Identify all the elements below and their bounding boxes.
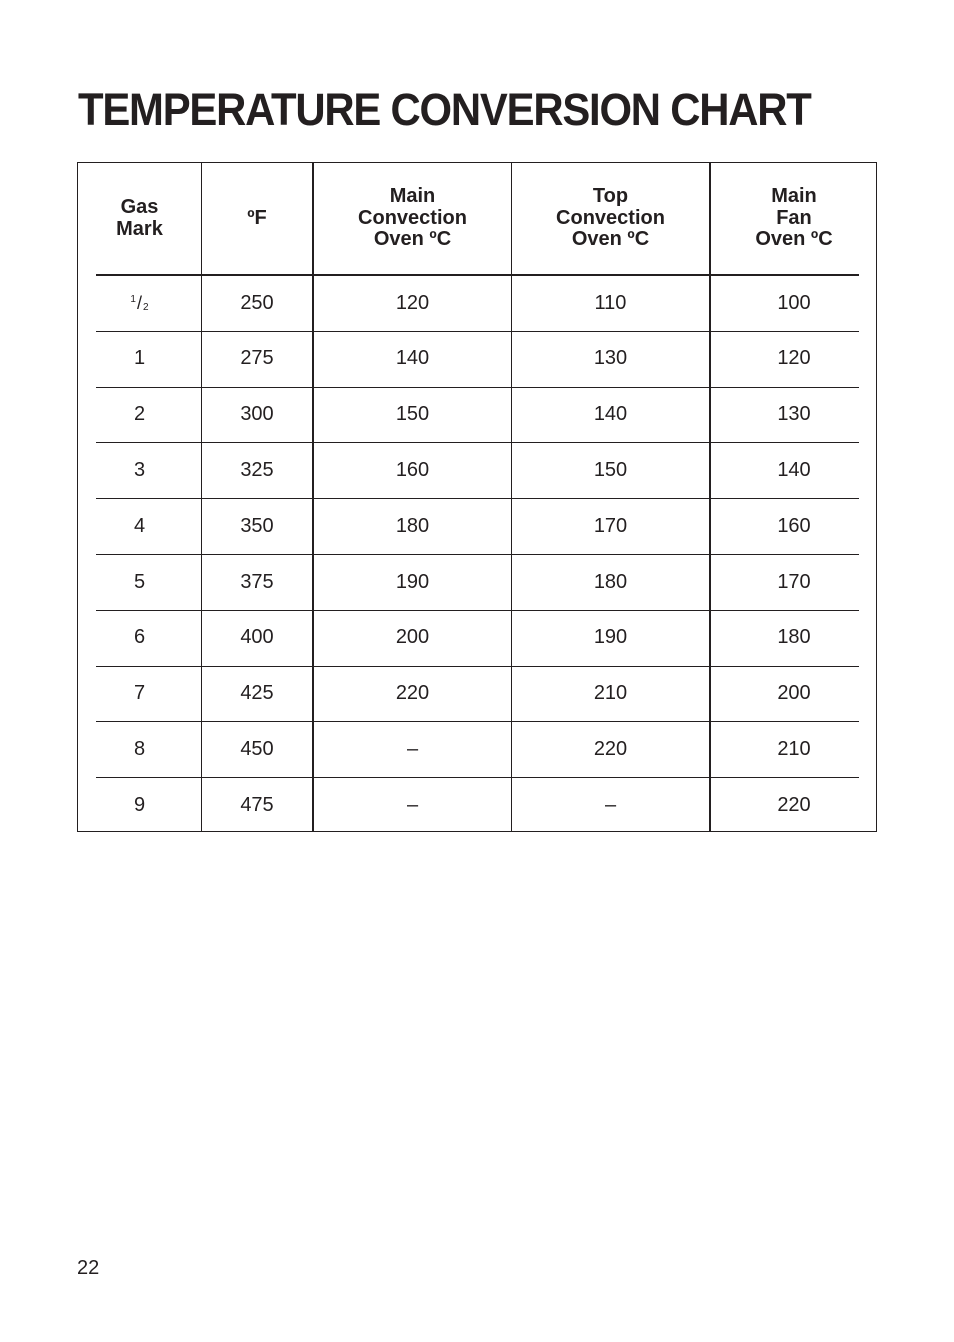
table-row: [78, 442, 876, 498]
fahrenheit-cell: 325: [240, 458, 274, 481]
main-fan-cell: 170: [777, 570, 811, 593]
gas-mark-cell: 9: [133, 793, 146, 816]
table-row: [78, 275, 876, 331]
fahrenheit-cell: 275: [240, 347, 274, 370]
top-convection-cell: 170: [593, 514, 628, 537]
header-fahrenheit: ºF: [247, 206, 267, 229]
table-row: [78, 777, 876, 833]
main-convection-cell: 180: [395, 514, 430, 537]
top-convection-cell: 210: [593, 682, 628, 705]
main-convection-cell: 190: [395, 570, 430, 593]
table-row: [78, 554, 876, 610]
main-fan-cell: 120: [777, 347, 811, 370]
main-convection-cell: 220: [395, 682, 430, 705]
header-main-convection-oven: Main Convection Oven ºC: [358, 185, 467, 251]
top-convection-cell: 190: [593, 626, 628, 649]
table-row: [78, 721, 876, 777]
main-convection-cell: –: [406, 793, 419, 816]
header-gas-mark: Gas Mark: [116, 196, 163, 240]
gas-mark-cell: 3: [133, 458, 146, 481]
main-convection-cell: 150: [395, 403, 430, 426]
main-convection-cell: 160: [395, 458, 430, 481]
fahrenheit-cell: 250: [240, 291, 274, 314]
fahrenheit-cell: 475: [240, 793, 274, 816]
page-title: TEMPERATURE CONVERSION CHART: [78, 84, 811, 135]
main-fan-cell: 210: [777, 737, 811, 760]
main-convection-cell: 200: [395, 626, 430, 649]
top-convection-cell: 180: [593, 570, 628, 593]
fahrenheit-cell: 425: [240, 682, 274, 705]
main-fan-cell: 140: [777, 458, 811, 481]
table-row: [78, 331, 876, 387]
main-fan-cell: 180: [777, 626, 811, 649]
main-convection-cell: 140: [395, 347, 430, 370]
fraction-numerator: 1: [130, 293, 136, 305]
fraction: [130, 293, 148, 314]
main-fan-cell: 130: [777, 403, 811, 426]
gas-mark-cell: [78, 275, 201, 331]
top-convection-cell: 130: [593, 347, 628, 370]
table-row: [78, 610, 876, 666]
header-main-fan-oven: Main Fan Oven ºC: [755, 185, 833, 251]
temperature-conversion-table: [77, 162, 877, 832]
fraction-slash: /: [136, 292, 142, 313]
table-row: [78, 498, 876, 554]
fahrenheit-cell: 350: [240, 514, 274, 537]
main-fan-cell: 200: [777, 682, 811, 705]
top-convection-cell: –: [604, 793, 617, 816]
gas-mark-cell: 7: [133, 682, 146, 705]
gas-mark-cell: 2: [133, 403, 146, 426]
gas-mark-cell: 8: [133, 737, 146, 760]
gas-mark-cell: 5: [133, 570, 146, 593]
top-convection-cell: 150: [593, 458, 628, 481]
fahrenheit-cell: 450: [240, 737, 274, 760]
main-convection-cell: –: [406, 737, 419, 760]
top-convection-cell: 220: [593, 737, 628, 760]
fahrenheit-cell: 400: [240, 626, 274, 649]
top-convection-cell: 140: [593, 403, 628, 426]
main-fan-cell: 160: [777, 514, 811, 537]
header-top-convection-oven: Top Convection Oven ºC: [556, 185, 665, 251]
main-fan-cell: 220: [777, 793, 811, 816]
main-convection-cell: 120: [395, 291, 430, 314]
fahrenheit-cell: 375: [240, 570, 274, 593]
top-convection-cell: 110: [594, 291, 627, 314]
gas-mark-cell: 4: [133, 514, 146, 537]
fraction-denominator: 2: [143, 301, 149, 313]
page-number: 22: [77, 1257, 100, 1279]
gas-mark-cell: 1: [133, 347, 146, 370]
gas-mark-cell: 6: [133, 626, 146, 649]
main-fan-cell: 100: [777, 291, 811, 314]
table-row: [78, 387, 876, 443]
fahrenheit-cell: 300: [240, 403, 274, 426]
table-row: [78, 666, 876, 722]
